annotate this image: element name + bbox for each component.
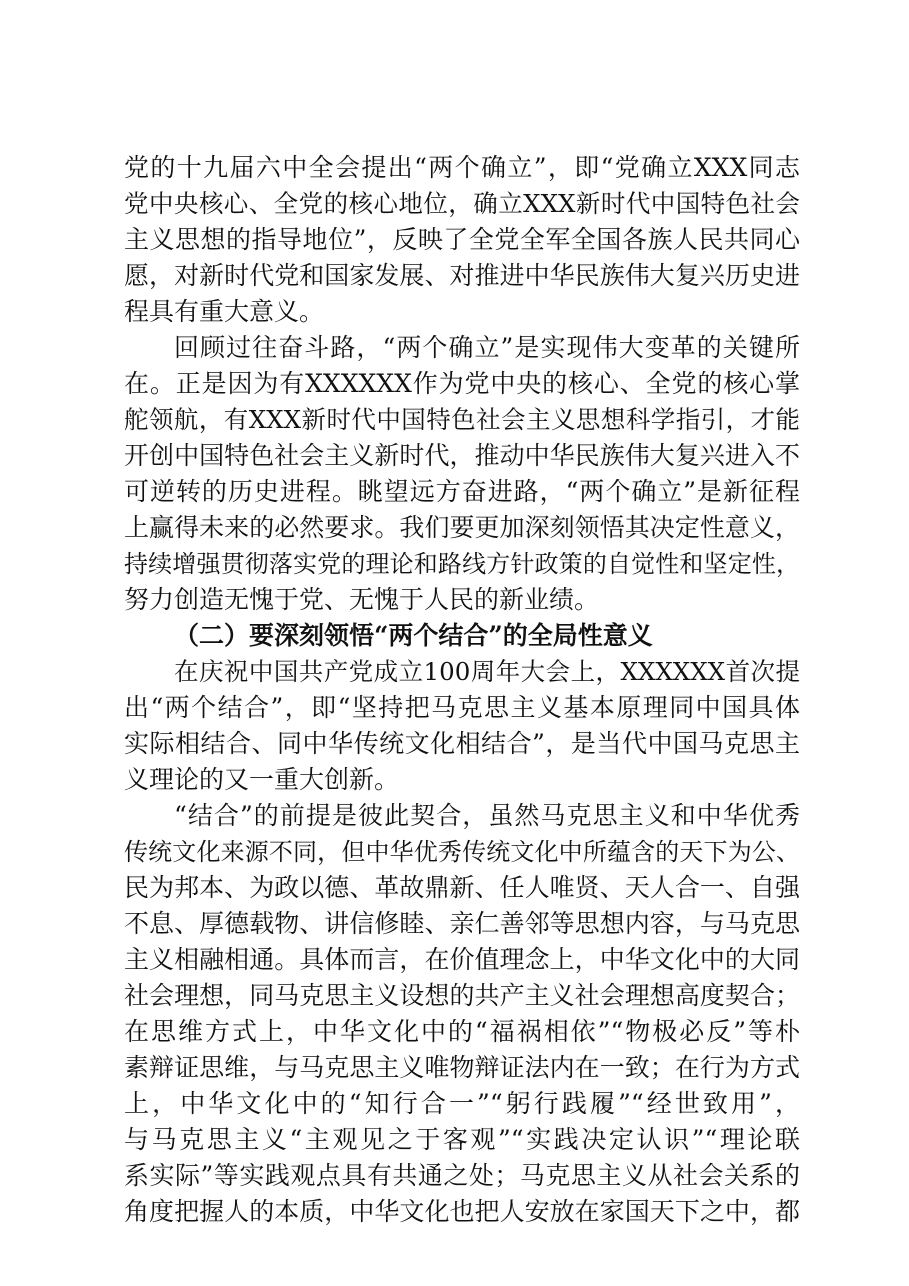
text-line: 出“两个结合”，即“坚持把马克思主义基本原理同中国具体 [124, 693, 800, 722]
text-line: 角度把握人的本质，中华文化也把人安放在家国天下之中，都 [124, 1197, 800, 1226]
text-line: 传统文化来源不同，但中华优秀传统文化中所蕴含的天下为公、 [124, 838, 800, 866]
text-line: 实际相结合、同中华传统文化相结合”，是当代中国马克思主 [124, 729, 800, 758]
text-line: 程具有重大意义。 [124, 297, 325, 326]
text-line: 上赢得未来的必然要求。我们要更加深刻领悟其决定性意义， [124, 513, 800, 542]
text-line: 义理论的又一重大创新。 [124, 765, 400, 794]
text-line: 社会理想，同马克思主义设想的共产主义社会理想高度契合； [124, 981, 800, 1010]
text-line: 系实际”等实践观点具有共通之处；马克思主义从社会关系的 [124, 1161, 800, 1190]
paragraph-first-line: 回顾过往奋斗路，“两个确立”是实现伟大变革的关键所 [174, 333, 800, 362]
document-body [124, 150, 800, 1230]
text-line: 努力创造无愧于党、无愧于人民的新业绩。 [124, 585, 600, 614]
text-line: 党中央核心、全党的核心地位，确立XXX新时代中国特色社会 [124, 189, 800, 218]
text-line: 主义相融相通。具体而言，在价值理念上，中华文化中的大同 [124, 945, 800, 974]
text-line: 民为邦本、为政以德、革故鼎新、任人唯贤、天人合一、自强 [124, 873, 800, 902]
text-line: 可逆转的历史进程。眺望远方奋进路，“两个确立”是新征程 [124, 477, 800, 506]
text-line: 舵领航，有XXX新时代中国特色社会主义思想科学指引，才能 [124, 405, 800, 434]
section-heading: （二）要深刻领悟“两个结合”的全局性意义 [174, 621, 653, 650]
text-line: 在。正是因为有XXXXXX作为党中央的核心、全党的核心掌 [124, 369, 800, 398]
text-line: 开创中国特色社会主义新时代，推动中华民族伟大复兴进入不 [124, 441, 800, 470]
text-line: 在思维方式上，中华文化中的“福祸相依”“物极必反”等朴 [124, 1017, 800, 1046]
text-line: 上，中华文化中的“知行合一”“躬行践履”“经世致用”， [124, 1089, 800, 1118]
text-line: 素辩证思维，与马克思主义唯物辩证法内在一致；在行为方式 [124, 1053, 800, 1082]
text-line: 党的十九届六中全会提出“两个确立”，即“党确立XXX同志 [124, 153, 800, 182]
text-line: 与马克思主义“主观见之于客观”“实践决定认识”“理论联 [124, 1125, 800, 1154]
paragraph-first-line: “结合”的前提是彼此契合，虽然马克思主义和中华优秀 [174, 801, 800, 830]
text-line: 持续增强贯彻落实党的理论和路线方针政策的自觉性和坚定性， [124, 550, 800, 578]
text-line: 主义思想的指导地位”，反映了全党全军全国各族人民共同心 [124, 225, 800, 254]
text-line: 愿，对新时代党和国家发展、对推进中华民族伟大复兴历史进 [124, 261, 800, 290]
text-line: 不息、厚德载物、讲信修睦、亲仁善邻等思想内容，与马克思 [124, 909, 800, 938]
paragraph-first-line: 在庆祝中国共产党成立100周年大会上，XXXXXX首次提 [174, 657, 800, 686]
